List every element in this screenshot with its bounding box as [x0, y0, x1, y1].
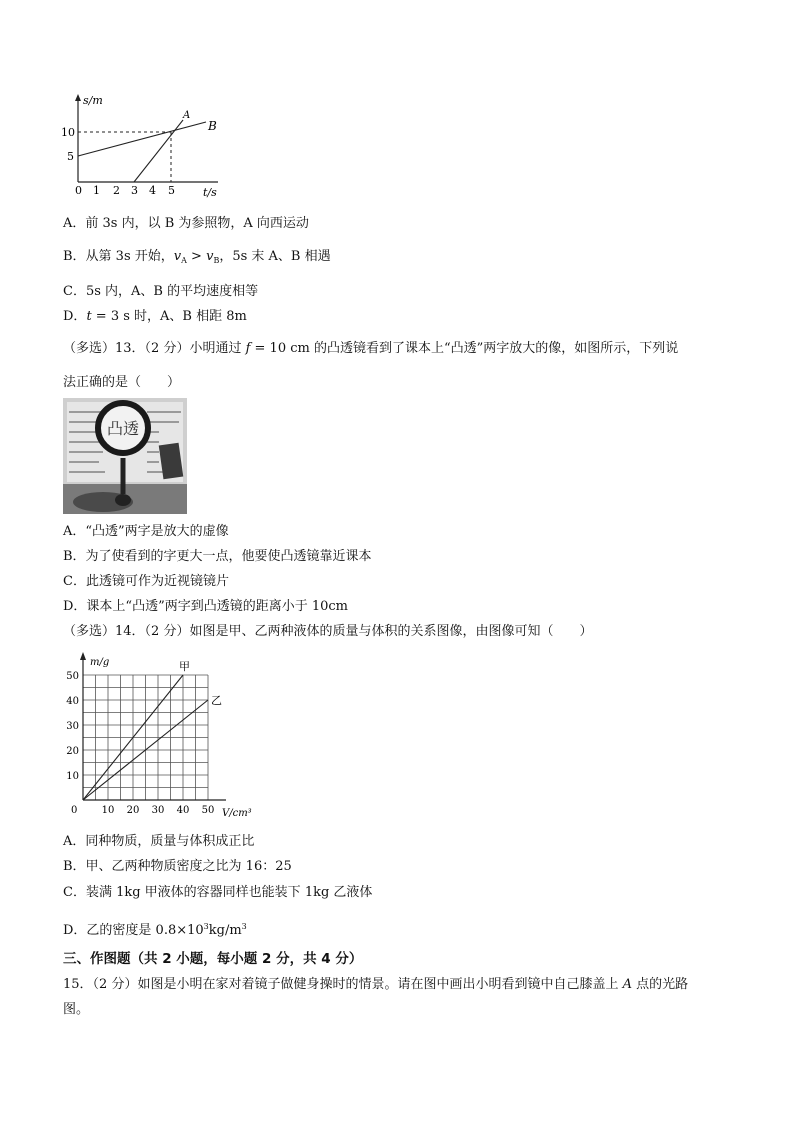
st-graph [58, 90, 228, 200]
st-y-tick-5: 5 [67, 150, 74, 163]
q15-line2: 图。 [63, 1002, 90, 1017]
mass-volume-chart [58, 652, 258, 824]
q13-option-b: B．为了使看到的字更大一点，他要使凸透镜靠近课本 [63, 549, 372, 564]
st-x-label: t/s [203, 186, 217, 199]
y-tick-label: 20 [66, 746, 79, 757]
series-label-yi: 乙 [211, 694, 222, 707]
q14-option-c: C．装满 1kg 甲液体的容器同样也能装下 1kg 乙液体 [63, 885, 373, 900]
q13-stem-part1: （多选）13．（2 分）小明通过 [63, 341, 246, 356]
q12-option-b-prefix: B．从第 3s 开始， [63, 249, 174, 264]
x-tick-label: 50 [201, 805, 215, 816]
st-y-arrow [75, 94, 81, 101]
y-tick-label: 30 [66, 721, 79, 732]
q14-option-a: A．同种物质，质量与体积成正比 [63, 834, 255, 849]
magnifier-illustration [63, 398, 187, 514]
q13-option-d: D．课本上“凸透”两字到凸透镜的距离小于 10cm [63, 599, 348, 614]
st-x-tick-2: 2 [113, 184, 120, 197]
q12-option-b-suffix: ，5s 末 A、B 相遇 [219, 249, 331, 264]
chart-ticks [66, 657, 251, 819]
section3-heading: 三、作图题（共 2 小题，每小题 2 分，共 4 分） [63, 951, 363, 967]
q12-option-b [63, 248, 331, 270]
st-y-tick-10: 10 [61, 126, 75, 139]
st-y-label: s/m [83, 94, 103, 107]
q13-stem-f: f [245, 341, 251, 356]
st-x-tick-1: 1 [93, 184, 100, 197]
chart-series [83, 660, 222, 800]
q12-option-b-sub-b: B [213, 256, 220, 265]
magnifier-photo [63, 398, 187, 514]
y-tick-label: 50 [66, 671, 79, 682]
st-x-tick-4: 4 [149, 184, 156, 197]
series-label-jia: 甲 [179, 660, 190, 673]
q12-option-b-sub-a: A [181, 256, 187, 265]
chart-grid [83, 675, 208, 800]
q15-line1 [63, 976, 688, 994]
q14-option-d-prefix: D．乙的密度是 0.8×10 [63, 923, 204, 938]
st-x-tick-5: 5 [168, 184, 175, 197]
q12-option-b-gt: > [186, 249, 207, 264]
st-x-tick-3: 3 [131, 184, 138, 197]
x-axis-label: V/cm³ [222, 808, 252, 819]
q14-option-b: B．甲、乙两种物质密度之比为 16：25 [63, 859, 292, 874]
q13-stem-line1 [63, 340, 678, 358]
q13-stem-part2: = 10 cm 的凸透镜看到了课本上“凸透”两字放大的像，如图所示，下列说 [250, 341, 679, 356]
origin-label: 0 [71, 805, 78, 816]
q12-option-d-t: t [86, 309, 92, 324]
q14-option-d-unit-exp: 3 [241, 922, 247, 931]
st-line-a-label: A [183, 110, 191, 121]
q12-option-a: A．前 3s 内，以 B 为参照物，A 向西运动 [63, 216, 309, 231]
x-tick-label: 30 [151, 805, 165, 816]
q14-option-d-unit: kg/m [208, 923, 242, 938]
q12-option-b-v2: v [206, 249, 214, 264]
y-axis-label: m/g [90, 657, 110, 668]
q12-option-b-v1: v [173, 249, 182, 264]
q13-option-c: C．此透镜可作为近视镜镜片 [63, 574, 229, 589]
magnifier-photo-text: 凸透 [106, 419, 140, 438]
q15-point-a: A [622, 977, 632, 992]
st-line-b [78, 122, 206, 156]
q12-option-c: C．5s 内，A、B 的平均速度相等 [63, 284, 259, 299]
x-tick-label: 10 [101, 805, 115, 816]
st-line-b-label: B [208, 119, 217, 133]
y-axis-arrow [80, 652, 86, 660]
st-line-a [134, 120, 183, 182]
q15-line1-part1: 15．（2 分）如图是小明在家对着镜子做健身操时的情景。请在图中画出小明看到镜中自己膝盖上 [63, 977, 623, 992]
q12-option-d-suffix: = 3 s 时，A、B 相距 8m [91, 309, 247, 324]
q12-option-d-prefix: D． [63, 309, 87, 324]
q14-stem: （多选）14．（2 分）如图是甲、乙两种液体的质量与体积的关系图像，由图像可知（ ） [63, 624, 593, 639]
chart-axes [80, 652, 226, 800]
x-tick-label: 40 [176, 805, 190, 816]
q12-option-d [63, 308, 247, 326]
y-tick-label: 10 [66, 771, 79, 782]
q13-stem-line2: 法正确的是（ ） [63, 375, 181, 390]
y-tick-label: 40 [66, 696, 79, 707]
q14-option-d [63, 918, 247, 940]
q15-line1-part2: 点的光路 [631, 977, 689, 992]
x-tick-label: 20 [126, 805, 140, 816]
st-x-tick-0: 0 [75, 184, 82, 197]
q13-option-a: A．“凸透”两字是放大的虚像 [63, 524, 229, 539]
q14-option-d-exp: 3 [203, 922, 209, 931]
